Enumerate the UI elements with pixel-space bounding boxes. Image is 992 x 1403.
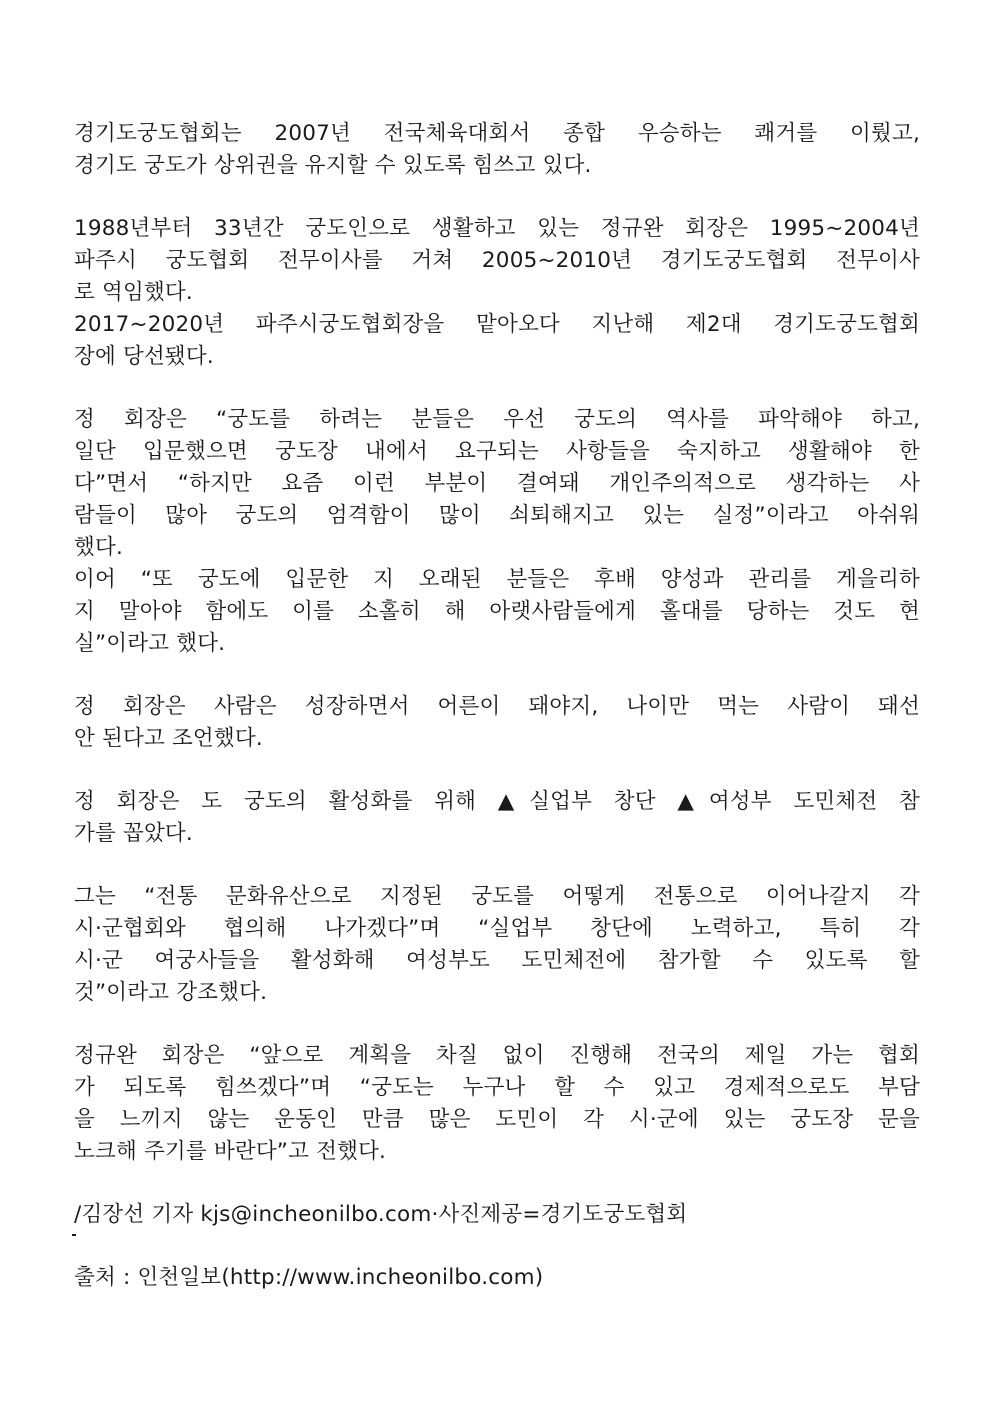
paragraph-advice [74, 691, 920, 755]
source-text: 출처 : 인천일보(http://www.incheonilbo.com) [74, 1265, 544, 1290]
paragraph-plans [74, 786, 920, 850]
text-line: 다”면서 “하지만 요즘 이런 부분이 결여돼 개인주의적으로 생각하는 사 [74, 471, 920, 496]
text-line: 했다. [74, 535, 123, 560]
text-line: 람들이 많아 궁도의 엄격함이 많이 쇠퇴해지고 있는 실정”이라고 아쉬워 [74, 503, 920, 528]
text-line: 이어 “또 궁도에 입문한 지 오래된 분들은 후배 양성과 관리를 게을리하 [74, 567, 920, 592]
byline-text: /김장선 기자 kjs@incheonilbo.com·사진제공=경기도궁도협회 [74, 1202, 688, 1227]
paragraph-intro [74, 118, 920, 182]
paragraph-closing [74, 1040, 920, 1168]
text-line: 가 되도록 힘쓰겠다”며 “궁도는 누구나 할 수 있고 경제적으로도 부담 [74, 1075, 920, 1100]
text-line: 지 말아야 함에도 이를 소홀히 해 아랫사람들에게 홀대를 당하는 것도 현 [74, 599, 920, 624]
text-line: 경기도궁도협회는 2007년 전국체육대회서 종합 우승하는 쾌거를 이뤘고, [74, 121, 920, 146]
source-credit [74, 1262, 920, 1294]
text-line: 정규완 회장은 “앞으로 계획을 차질 없이 진행해 전국의 제일 가는 협회 [74, 1043, 920, 1068]
text-line: 파주시 궁도협회 전무이사를 거쳐 2005~2010년 경기도궁도협회 전무이사 [74, 248, 920, 273]
text-line: 정 회장은 도 궁도의 활성화를 위해 ▲실업부 창단 ▲여성부 도민체전 참 [74, 789, 920, 814]
text-line: 정 회장은 “궁도를 하려는 분들은 우선 궁도의 역사를 파악해야 하고, [74, 407, 920, 432]
text-line: 시·군 여궁사들을 활성화해 여성부도 도민체전에 참가할 수 있도록 할 [74, 948, 920, 973]
text-line: 2017~2020년 파주시궁도협회장을 맡아오다 지난해 제2대 경기도궁도협회 [74, 312, 920, 337]
text-line: 일단 입문했으면 궁도장 내에서 요구되는 사항들을 숙지하고 생활해야 한 [74, 439, 920, 464]
text-line: 1988년부터 33년간 궁도인으로 생활하고 있는 정규완 회장은 1995~2004년 [74, 216, 920, 241]
text-line: 가를 꼽았다. [74, 821, 193, 846]
byline [74, 1199, 920, 1231]
text-line: 실”이라고 했다. [74, 631, 226, 656]
paragraph-tradition [74, 881, 920, 1009]
text-line: 로 역임했다. [74, 280, 193, 305]
text-line: 경기도 궁도가 상위권을 유지할 수 있도록 힘쓰고 있다. [74, 153, 592, 178]
text-line: 을 느끼지 않는 운동인 만큼 많은 도민이 각 시·군에 있는 궁도장 문을 [74, 1107, 920, 1132]
paragraph-quote-history [74, 404, 920, 660]
paragraph-career [74, 213, 920, 373]
text-cursor-mark [72, 1234, 76, 1236]
text-line: 정 회장은 사람은 성장하면서 어른이 돼야지, 나이만 먹는 사람이 돼선 [74, 694, 920, 719]
text-line: 시·군협회와 협의해 나가겠다”며 “실업부 창단에 노력하고, 특히 각 [74, 916, 920, 941]
text-line: 그는 “전통 문화유산으로 지정된 궁도를 어떻게 전통으로 이어나갈지 각 [74, 884, 920, 909]
article-body [74, 118, 920, 1325]
text-line: 안 된다고 조언했다. [74, 726, 263, 751]
text-line: 것”이라고 강조했다. [74, 980, 268, 1005]
text-line: 장에 당선됐다. [74, 344, 214, 369]
text-line: 노크해 주기를 바란다”고 전했다. [74, 1139, 387, 1164]
